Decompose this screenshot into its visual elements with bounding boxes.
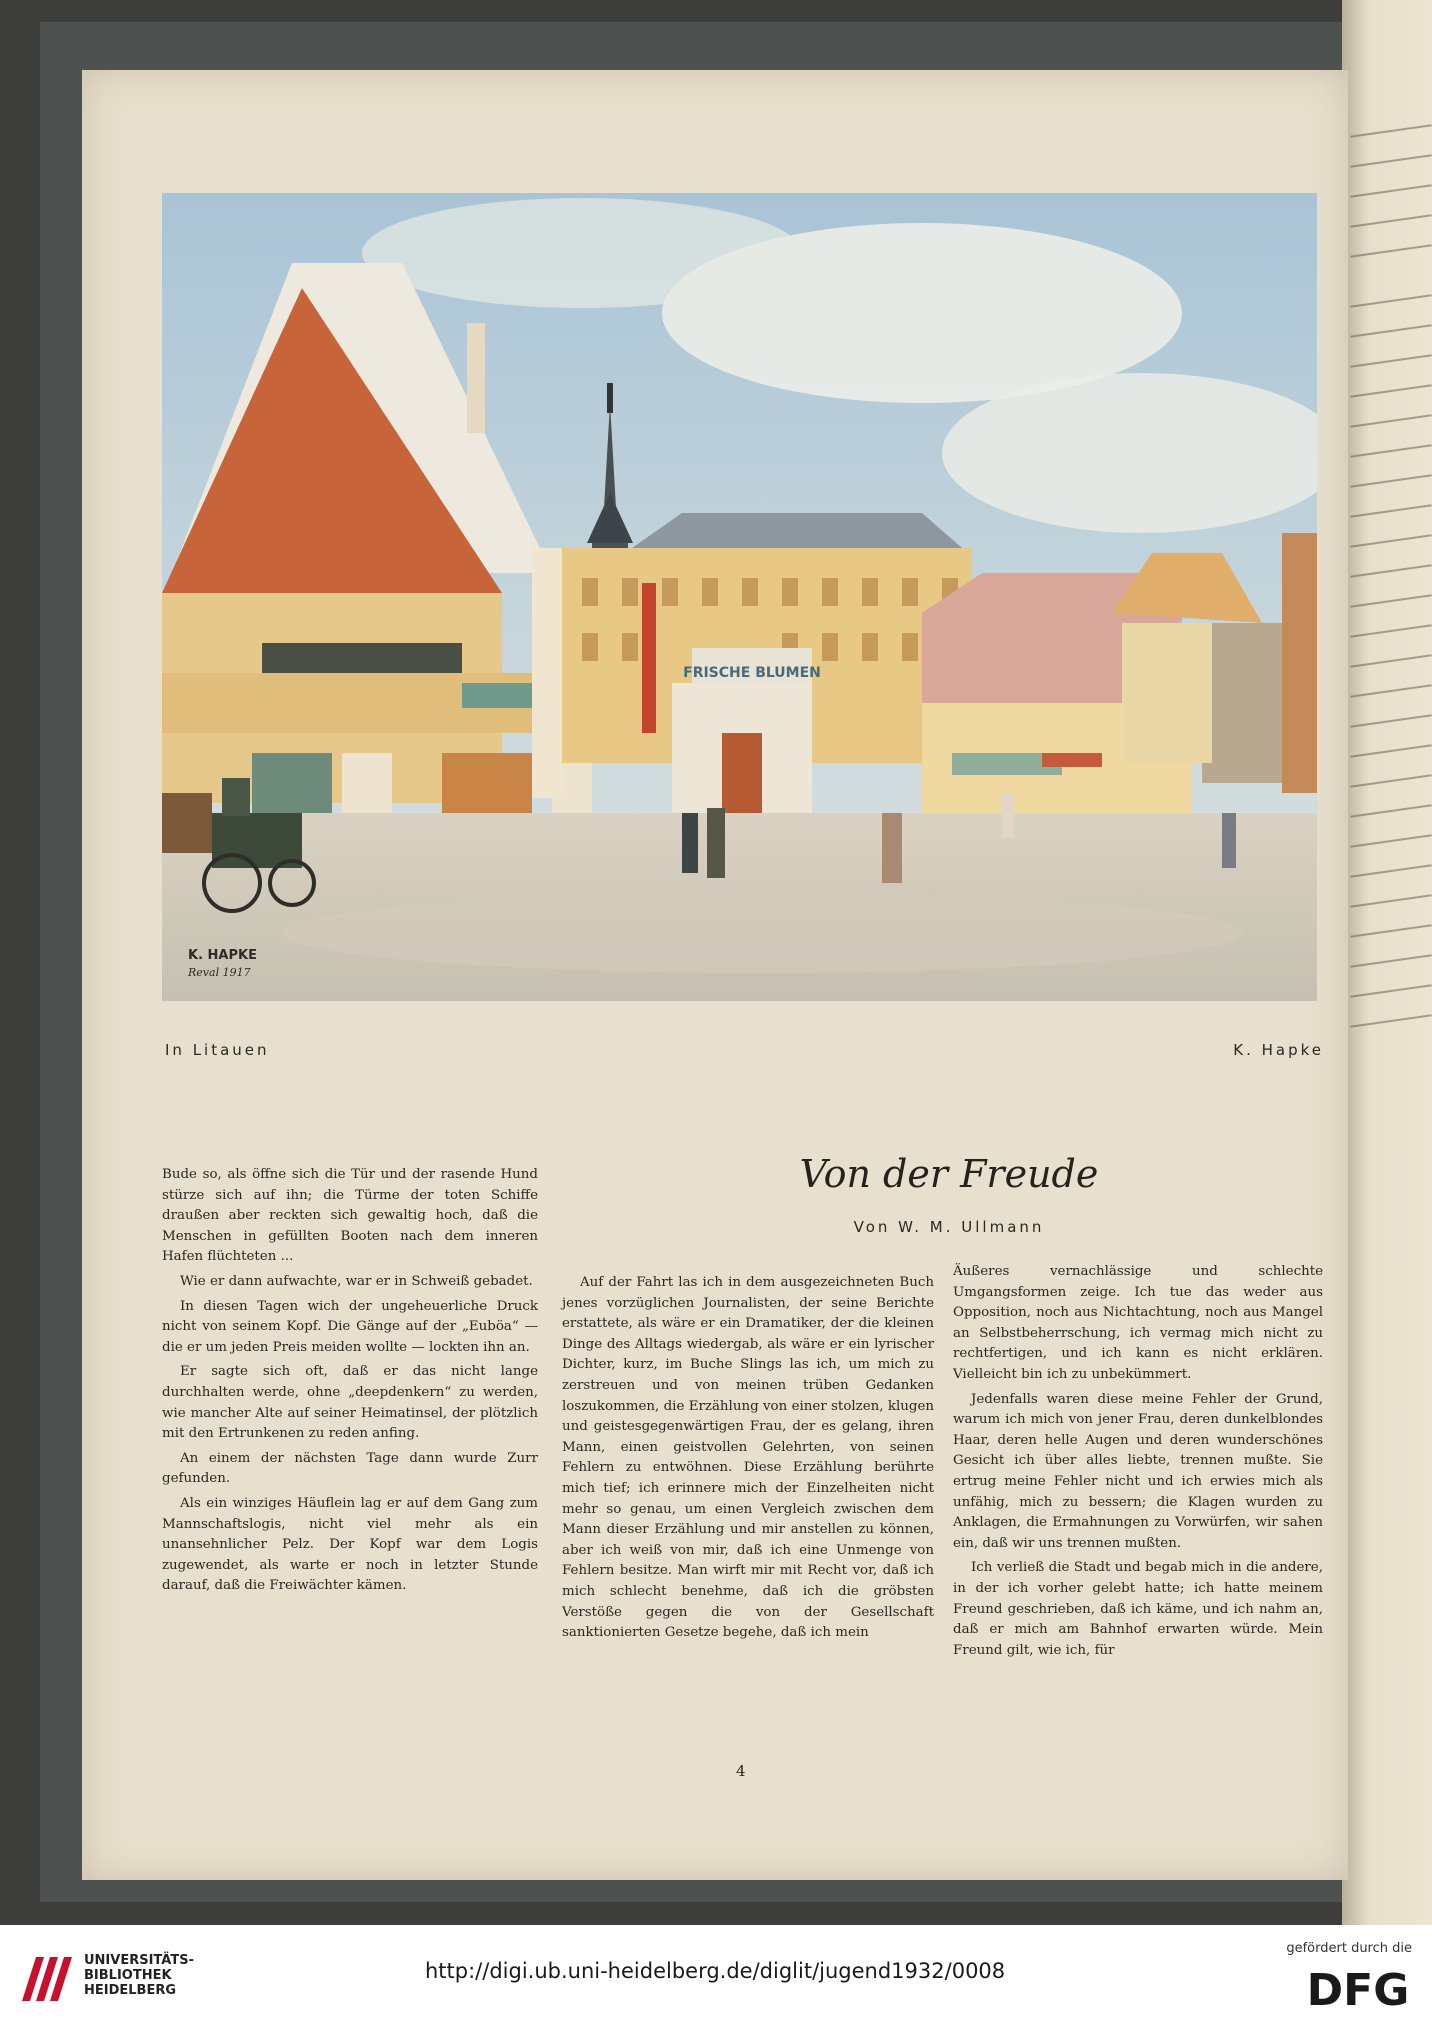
paragraph: Als ein winziges Häuflein lag er auf dem Gang zum Mannschaftslogis, nicht viel mehr als ein unansehnlicher Pelz. Der Kopf war dem Logis zugewendet, als warte er noch in letzter Stunde darauf, daß die Freiwächter kämen.	[162, 1495, 538, 1594]
painting-caption-title: In Litauen	[165, 1041, 270, 1059]
dfg-logo-text: DFG	[1306, 1965, 1410, 2013]
text-column-2	[562, 1273, 934, 1648]
viewer-footer	[0, 1925, 1432, 2031]
text-column-3	[953, 1262, 1323, 1665]
adjacent-page-edge	[1342, 0, 1432, 1925]
institution-line: UNIVERSITÄTS-	[84, 1953, 194, 1968]
painting-signature-place: Reval 1917	[188, 966, 251, 979]
paragraph: Äußeres vernachlässige und schlechte Umgangsformen zeige. Ich tue das weder aus Opposition, noch aus Nichtachtung, noch aus Mangel an Selbstbeherrschung, ich vermag mich nicht zu rechtfertigen, und ich kann es nicht erklären. Vielleicht bin ich zu unbekümmert.	[953, 1264, 1323, 1382]
dfg-logo	[1304, 1963, 1412, 2013]
institution-line: HEIDELBERG	[84, 1983, 177, 1998]
painting-signature: K. HAPKE	[188, 948, 257, 963]
paragraph: Jedenfalls waren diese meine Fehler der Grund, warum ich mich von jener Frau, deren dunkelblondes Haar, deren helle Augen und deren wunderschönes Gesicht ich über alles liebte, trennen mußte. Sie ertrug meine Fehler nicht und ich erwies mich als unfähig, mich zu bessern; die Klagen wurden zu Anklagen, die Ermahnungen zu Vorwürfen, wir sahen ein, daß wir uns trennen mußten.	[953, 1391, 1323, 1551]
paragraph: Bude so, als öffne sich die Tür und der rasende Hund stürze sich auf ihn; die Türme der toten Schiffe draußen aber reckten sich gewaltig hoch, daß die Menschen in gefüllten Booten nach dem inneren Hafen flüchteten ...	[162, 1167, 538, 1265]
permalink-url[interactable]: http://digi.ub.uni-heidelberg.de/diglit/jugend1932/0008	[425, 1959, 1006, 1983]
paragraph: Ich verließ die Stadt und begab mich in die andere, in der ich vorher gelebt hatte; ich hatte meinem Freund geschrieben, daß ich käme, und ich nahm an, daß er mich am Bahnhof erwarten würde. Mein Freund gilt, wie ich, für	[953, 1560, 1323, 1658]
painting-caption-artist: K. Hapke	[1233, 1041, 1324, 1059]
paragraph: Auf der Fahrt las ich in dem ausgezeichneten Buch jenes vorzüglichen Journalisten, der seine Berichte erstattete, als wäre er ein Dramatiker, der die kleinen Dinge des Alltags wiedergab, als wäre er ein lyrischer Dichter, kurz, im Buche Slings las ich, um mich zu zerstreuen und von meinen trüben Gedanken loszukommen, die Erzählung von einer stolzen, klugen und geistesgegenwärtigen Frau, der es gelang, ihren Mann, einen geistvollen Gelehrten, von seinen Fehlern zu entwöhnen. Diese Erzählung berührte mich tief; ich erinnere mich der Einzelheiten nicht mehr so genau, um einen Vergleich zwischen dem Mann dieser Erzählung und mir anstellen zu können, aber ich weiß von mir, daß ich eine Unmenge von Fehlern besitze. Man wirft mir mit Recht vor, daß ich mich schlecht benehme, daß ich die gröbsten Verstöße gegen die von der Gesellschaft sanktionierten Gesetze begehe, daß ich mein	[562, 1275, 934, 1641]
funded-by-text: gefördert durch die	[1286, 1941, 1412, 1956]
paragraph: Wie er dann aufwachte, war er in Schweiß gebadet.	[180, 1273, 533, 1289]
text-column-1	[162, 1165, 538, 1601]
paragraph: Er sagte sich oft, daß er das nicht lange durchhalten werde, ohne „deepdenkern“ zu werden, wie mancher Alte auf seiner Heimatinsel, der plötzlich mit den Ertrunkenen zu reden anfing.	[162, 1364, 538, 1442]
article-title: Von der Freude	[799, 1152, 1099, 1196]
paragraph: In diesen Tagen wich der ungeheuerliche Druck nicht von seinem Kopf. Die Gänge auf der „Euböa“ — die er um jeden Preis meiden wollte — lockten ihn an.	[162, 1298, 538, 1355]
institution-line: BIBLIOTHEK	[84, 1968, 172, 1983]
university-library-name	[84, 1953, 194, 1998]
watercolor-painting	[162, 193, 1317, 1001]
shop-sign: FRISCHE BLUMEN	[683, 665, 821, 681]
page-number: 4	[736, 1762, 746, 1780]
paragraph: An einem der nächsten Tage dann wurde Zurr gefunden.	[162, 1450, 538, 1487]
university-library-logo	[18, 1951, 74, 2005]
article-byline: Von W. M. Ullmann	[853, 1218, 1045, 1236]
